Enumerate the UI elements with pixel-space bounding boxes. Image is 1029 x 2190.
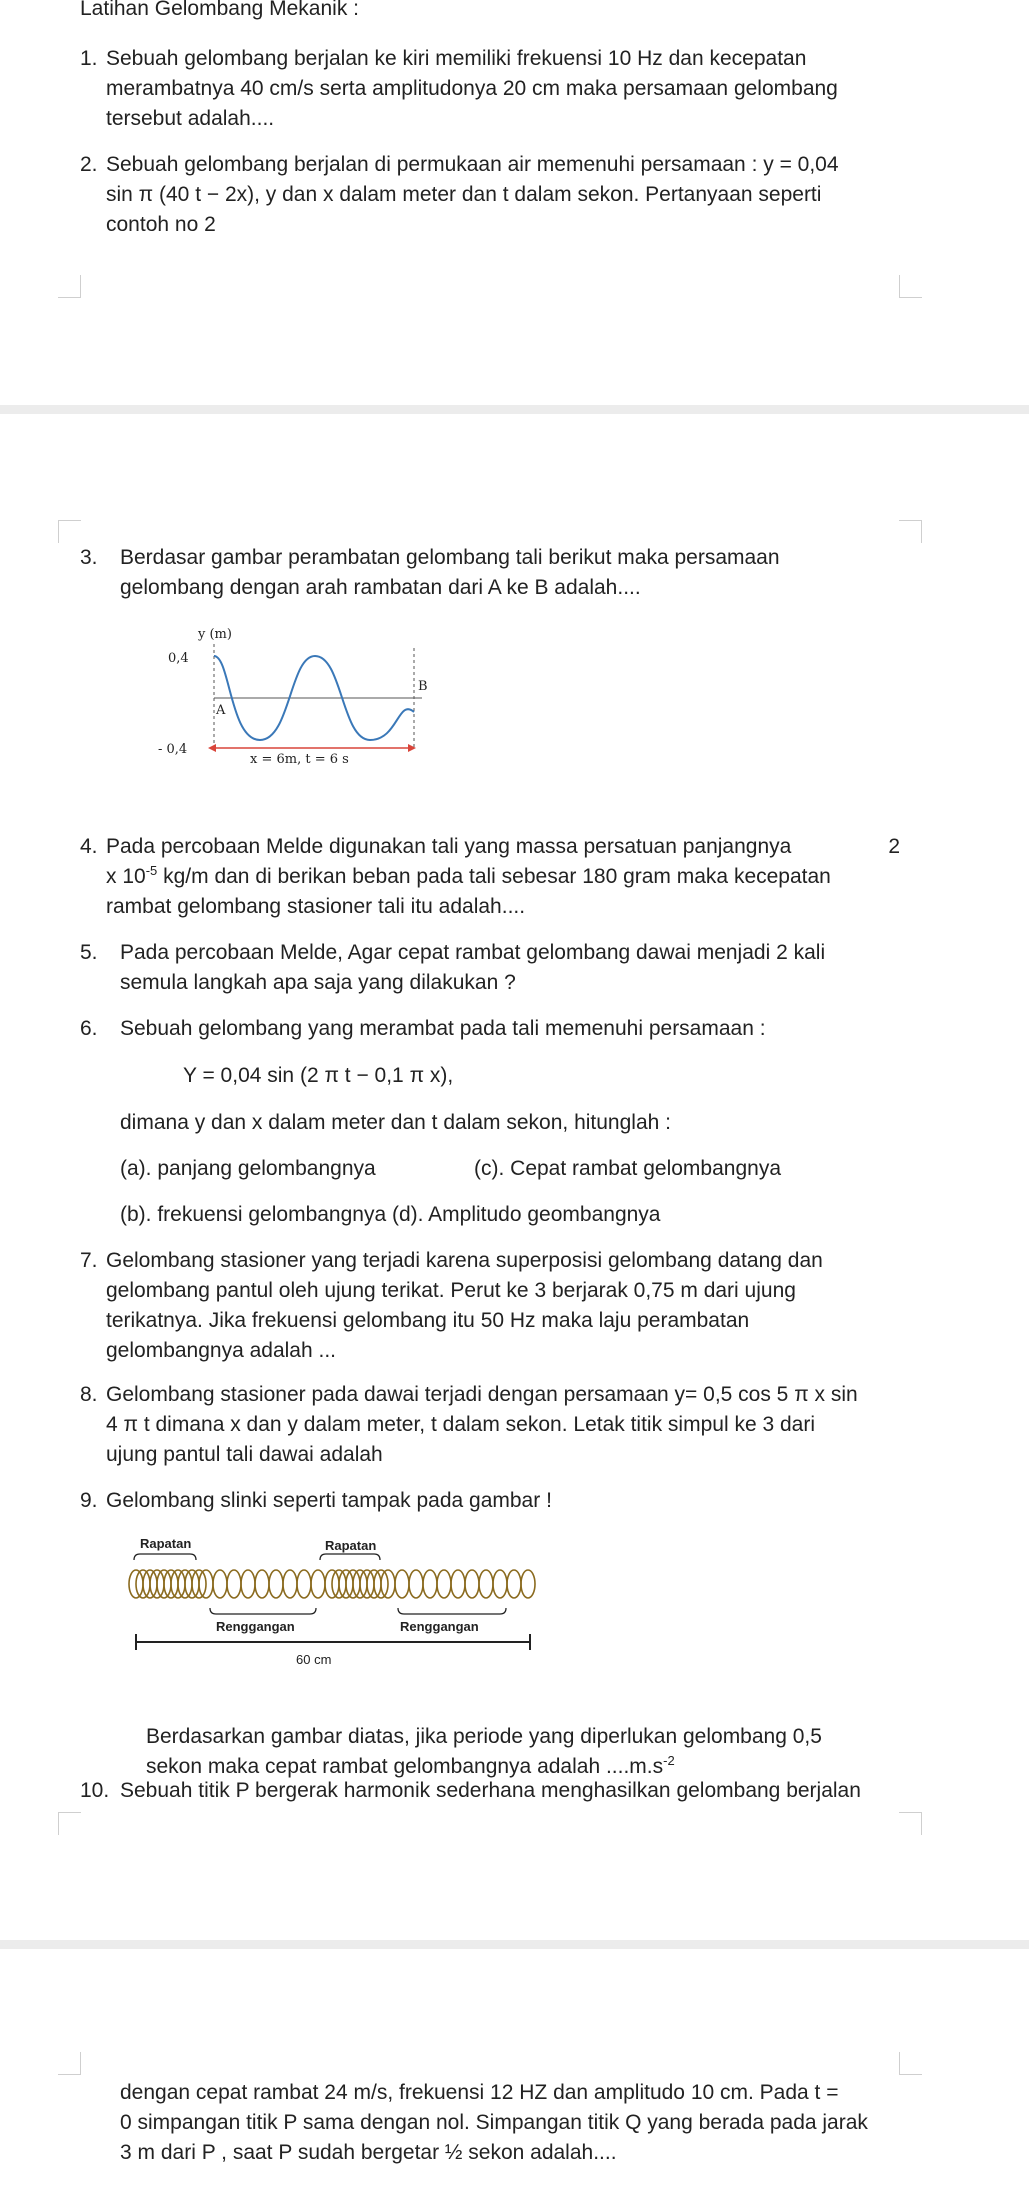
page-corner-mark (899, 1812, 922, 1835)
slinky-coil (409, 1570, 423, 1598)
question-text: Gelombang slinki seperti tampak pada gambar ! (106, 1489, 552, 1512)
question-text: gelombang dengan arah rambatan dari A ke B adalah.... (120, 576, 641, 599)
question-number: 5. (80, 941, 98, 964)
superscript: -2 (663, 1753, 675, 1768)
slinky-coil (479, 1570, 493, 1598)
question-text: sin π (40 t − 2x), y dan x dalam meter dan t dalam sekon. Pertanyaan seperti (106, 183, 822, 206)
question-text: dengan cepat rambat 24 m/s, frekuensi 12 HZ dan amplitudo 10 cm. Pada t = (120, 2081, 839, 2104)
question-text: merambatnya 40 cm/s serta amplitudonya 20 cm maka persamaan gelombang (106, 77, 838, 100)
slinky-coil (241, 1570, 255, 1598)
slinky-coil (437, 1570, 451, 1598)
slinky-figure (120, 1530, 540, 1670)
question-text: Pada percobaan Melde, Agar cepat rambat gelombang dawai menjadi 2 kali (120, 941, 826, 964)
page-break (0, 1940, 1029, 1949)
slinky-coil (451, 1570, 465, 1598)
sub-question-c: (c). Cepat rambat gelombangnya (474, 1157, 781, 1180)
slinky-coil (311, 1570, 325, 1598)
sub-question-a: (a). panjang gelombangnya (120, 1157, 376, 1180)
slinky-coil (465, 1570, 479, 1598)
question-text: Sebuah gelombang berjalan di permukaan air memenuhi persamaan : y = 0,04 (106, 153, 839, 176)
question-text: rambat gelombang stasioner tali itu adalah.... (106, 895, 526, 918)
sub-question-b-d: (b). frekuensi gelombangnya (d). Amplitudo geombangnya (120, 1203, 661, 1226)
question-text: Berdasarkan gambar diatas, jika periode yang diperlukan gelombang 0,5 (146, 1725, 822, 1748)
slinky-coil (213, 1570, 227, 1598)
slinky-coil (507, 1570, 521, 1598)
question-10 (80, 1776, 900, 1806)
question-text: Sebuah titik P bergerak harmonik sederhana menghasilkan gelombang berjalan (120, 1779, 861, 1802)
question-9 (80, 1486, 900, 1516)
page-corner-mark (899, 520, 922, 543)
question-text: Gelombang stasioner yang terjadi karena superposisi gelombang datang dan (106, 1249, 823, 1272)
question-text: gelombang pantul oleh ujung terikat. Perut ke 3 berjarak 0,75 m dari ujung (106, 1279, 796, 1302)
question-text: gelombangnya adalah ... (106, 1339, 337, 1362)
question-6 (80, 1014, 900, 1044)
question-text: Pada percobaan Melde digunakan tali yang massa persatuan panjangnya (106, 835, 792, 858)
page-corner-mark (58, 520, 81, 543)
arrow-head-left (208, 744, 216, 752)
rapatan-brace (134, 1554, 196, 1560)
slinky-coil (255, 1570, 269, 1598)
question-number: 1. (80, 47, 98, 70)
question-number: 3. (80, 546, 98, 569)
y-axis-label: y (m) (198, 627, 232, 642)
question-5 (80, 938, 900, 998)
y-max-label: 0,4 (168, 651, 189, 666)
page-corner-mark (899, 275, 922, 298)
page-break (0, 405, 1029, 414)
question-text: Sebuah gelombang berjalan ke kiri memiliki frekuensi 10 Hz dan kecepatan (106, 47, 807, 70)
point-b-label: B (418, 679, 428, 694)
slinky-coils (129, 1570, 535, 1598)
rapatan-label: Rapatan (140, 1536, 192, 1551)
question-10-continued (120, 2078, 900, 2168)
arrow-head-right (408, 744, 416, 752)
rapatan-label: Rapatan (325, 1538, 377, 1553)
page-corner-mark (58, 2052, 81, 2075)
question-text: sekon maka cepat rambat gelombangnya adalah ....m.s (146, 1755, 664, 1778)
page-corner-mark (58, 275, 81, 298)
question-text: 3 m dari P , saat P sudah bergetar ½ sekon adalah.... (120, 2141, 617, 2164)
question-text: Gelombang stasioner pada dawai terjadi dengan persamaan y= 0,5 cos 5 π x sin (106, 1383, 858, 1406)
question-8 (80, 1380, 900, 1470)
question-7 (80, 1246, 900, 1366)
question-number: 9. (80, 1489, 98, 1512)
question-1 (80, 44, 900, 134)
question-text: 0 simpangan titik P sama dengan nol. Simpangan titik Q yang berada pada jarak (120, 2111, 868, 2134)
slinky-coil (297, 1570, 311, 1598)
slinky-coil (521, 1570, 535, 1598)
page-corner-mark (899, 2052, 922, 2075)
point-a-label: A (216, 703, 226, 718)
page-corner-mark (58, 1812, 81, 1835)
question-number: 4. (80, 835, 98, 858)
question-3 (80, 543, 900, 603)
question-4 (80, 832, 900, 922)
renggangan-label: Renggangan (216, 1619, 295, 1634)
question-9-text (146, 1722, 900, 1782)
question-text: Sebuah gelombang yang merambat pada tali memenuhi persamaan : (120, 1017, 766, 1040)
slinky-coil (269, 1570, 283, 1598)
length-label: 60 cm (296, 1652, 332, 1667)
page-title: Latihan Gelombang Mekanik : (80, 0, 359, 20)
question-text: 4 π t dimana x dan y dalam meter, t dalam sekon. Letak titik simpul ke 3 dari (106, 1413, 815, 1436)
question-number: 6. (80, 1017, 98, 1040)
rapatan-brace (320, 1554, 380, 1560)
slinky-coil (227, 1570, 241, 1598)
question-text: contoh no 2 (106, 213, 216, 236)
question-number: 7. (80, 1249, 98, 1272)
slinky-coil (395, 1570, 409, 1598)
y-min-label: - 0,4 (158, 742, 188, 757)
wave-figure (150, 620, 440, 770)
question-number: 10. (80, 1779, 110, 1802)
superscript: -5 (145, 863, 158, 878)
slinky-coil (283, 1570, 297, 1598)
question-text: 2 (888, 835, 900, 858)
slinky-coil (493, 1570, 507, 1598)
slinky-coil (423, 1570, 437, 1598)
question-2 (80, 150, 900, 240)
figure-caption: x = 6m, t = 6 s (250, 752, 349, 767)
question-text: terikatnya. Jika frekuensi gelombang itu 50 Hz maka laju perambatan (106, 1309, 750, 1332)
question-text: x 10 (106, 865, 146, 888)
renggangan-brace (210, 1608, 316, 1614)
renggangan-brace (398, 1608, 506, 1614)
question-text: Berdasar gambar perambatan gelombang tali berikut maka persamaan (120, 546, 780, 569)
question-text: semula langkah apa saja yang dilakukan ? (120, 971, 516, 994)
equation: Y = 0,04 sin (2 π t − 0,1 π x), (183, 1064, 454, 1087)
renggangan-label: Renggangan (400, 1619, 479, 1634)
question-text: ujung pantul tali dawai adalah (106, 1443, 383, 1466)
question-text: tersebut adalah.... (106, 107, 275, 130)
question-number: 8. (80, 1383, 98, 1406)
question-text: dimana y dan x dalam meter dan t dalam sekon, hitunglah : (120, 1111, 671, 1134)
question-text: kg/m dan di berikan beban pada tali sebesar 180 gram maka kecepatan (157, 865, 831, 888)
question-number: 2. (80, 153, 98, 176)
